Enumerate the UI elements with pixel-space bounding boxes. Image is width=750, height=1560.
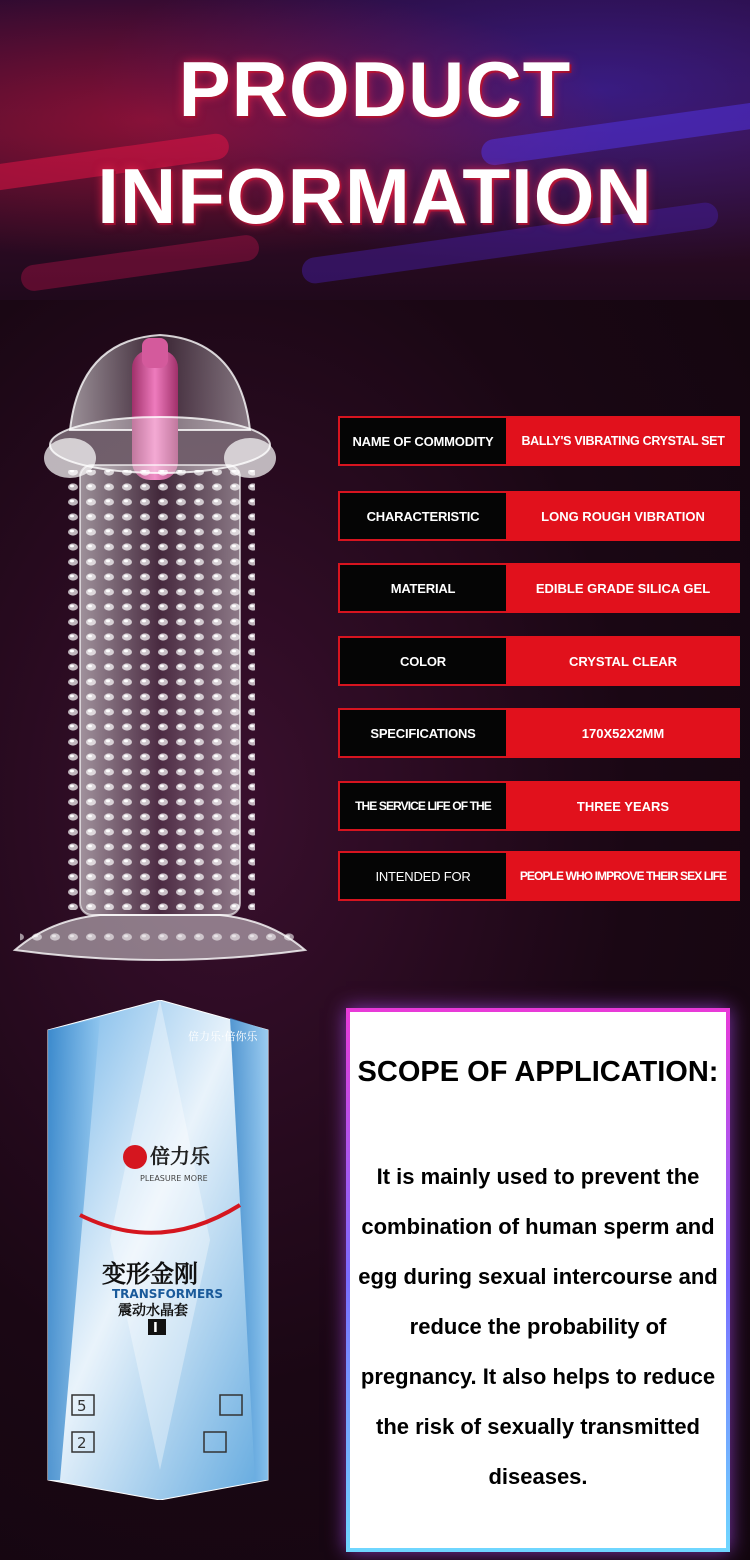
package-count-2: 2 [77,1434,87,1452]
package-product-en: TRANSFORMERS [112,1287,224,1301]
package-product-cn: 变形金刚 [102,1260,198,1288]
header-banner [0,0,750,300]
spec-label: MATERIAL [338,563,506,613]
package-brand-cn: 倍力乐 [150,1144,210,1168]
package-top-cn: 倍力乐·倍你乐 [188,1030,258,1043]
decor-streak [19,233,260,292]
spec-row-material [338,563,740,613]
title-line-2: INFORMATION [97,152,653,240]
spec-row-service-life [338,781,740,831]
spec-value: CRYSTAL CLEAR [506,636,740,686]
spec-row-name [338,416,740,466]
spec-value: BALLY'S VIBRATING CRYSTAL SET [506,416,740,466]
spec-label: COLOR [338,636,506,686]
spec-value: PEOPLE WHO IMPROVE THEIR SEX LIFE [506,851,740,901]
spec-value: 170X52X2MM [506,708,740,758]
spec-label: CHARACTERISTIC [338,491,506,541]
scope-heading: SCOPE OF APPLICATION: [357,1056,719,1088]
spec-row-characteristic [338,491,740,541]
package-box-image [40,1000,275,1500]
spec-value: LONG ROUGH VIBRATION [506,491,740,541]
scope-card [346,1008,730,1552]
spec-row-color [338,636,740,686]
spec-label: NAME OF COMMODITY [338,416,506,466]
package-subtitle-cn: 震动水晶套 [118,1303,188,1319]
spec-label: SPECIFICATIONS [338,708,506,758]
spec-value: EDIBLE GRADE SILICA GEL [506,563,740,613]
spec-label: INTENDED FOR [338,851,506,901]
crystal-sleeve-image [10,330,310,970]
package-brand-en: PLEASURE MORE [140,1174,208,1183]
package-count-5: 5 [77,1397,87,1415]
spec-label: THE SERVICE LIFE OF THE [338,781,506,831]
spec-row-specifications [338,708,740,758]
scope-text: It is mainly used to prevent the combination of human sperm and egg during sexual intercourse and reduce the probability of pregnancy. It also helps to reduce the risk of sexually transmitted diseases. [358,1164,718,1489]
package-badge: I [153,1321,158,1336]
spec-row-intended-for [338,851,740,901]
title-line-1: PRODUCT [178,45,572,133]
spec-value: THREE YEARS [506,781,740,831]
